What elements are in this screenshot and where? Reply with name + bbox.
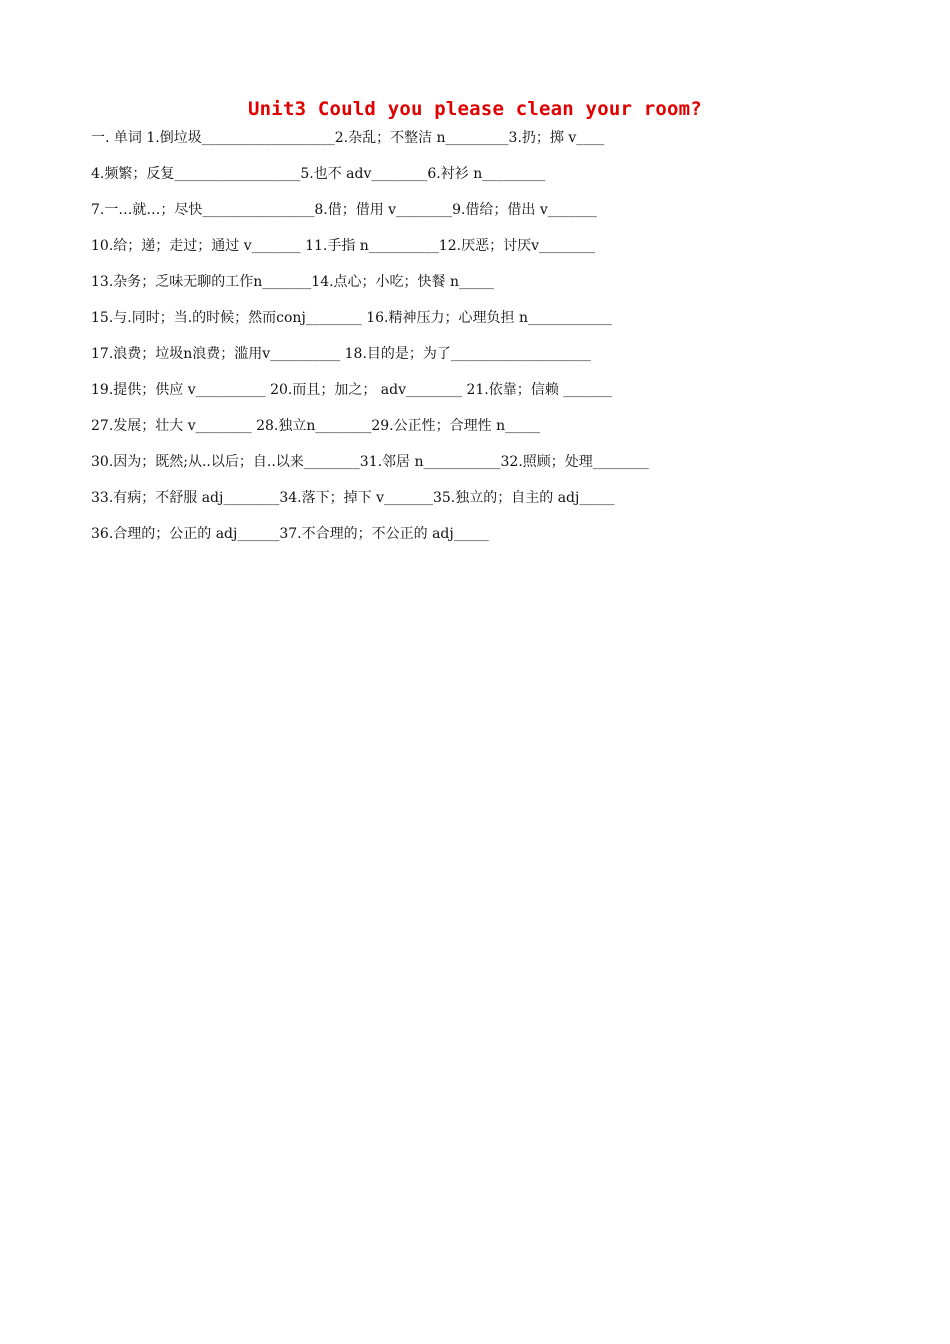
vocabulary-line-10: 30.因为；既然;从..以后；自..以来________31.邻居 n___________32.照顾；处理________ xyxy=(91,454,649,470)
vocabulary-line-5: 13.杂务；乏味无聊的工作n_______14.点心；小吃；快餐 n_____ xyxy=(91,274,495,290)
worksheet-title: Unit3 Could you please clean your room? xyxy=(248,98,702,120)
vocabulary-line-11: 33.有病；不舒服 adj________34.落下；掉下 v_______35.独立的；自主的 adj_____ xyxy=(91,490,615,506)
vocabulary-line-12: 36.合理的；公正的 adj______37.不合理的；不公正的 adj_____ xyxy=(91,526,489,542)
vocabulary-line-6: 15.与.同时；当.的时候；然而conj________ 16.精神压力；心理负担 n____________ xyxy=(91,310,612,326)
vocabulary-list xyxy=(91,127,891,559)
vocabulary-line-4: 10.给；递；走过；通过 v_______ 11.手指 n__________12.厌恶；讨厌v________ xyxy=(91,238,595,254)
vocabulary-line-7: 17.浪费；垃圾n浪费；滥用v__________ 18.目的是；为了____________________ xyxy=(91,346,591,362)
vocabulary-line-1: 一. 单词 1.倒垃圾___________________2.杂乱；不整洁 n_________3.扔；掷 v____ xyxy=(91,130,605,146)
vocabulary-line-3: 7.一…就…；尽快________________8.借；借用 v________9.借给；借出 v_______ xyxy=(91,202,597,218)
vocabulary-line-8: 19.提供；供应 v__________ 20.而且；加之； adv________ 21.依靠；信赖 _______ xyxy=(91,382,613,398)
vocabulary-line-9: 27.发展；壮大 v________ 28.独立n________29.公正性；合理性 n_____ xyxy=(91,418,541,434)
vocabulary-line-2: 4.频繁；反复__________________5.也不 adv________6.衬衫 n_________ xyxy=(91,166,546,182)
